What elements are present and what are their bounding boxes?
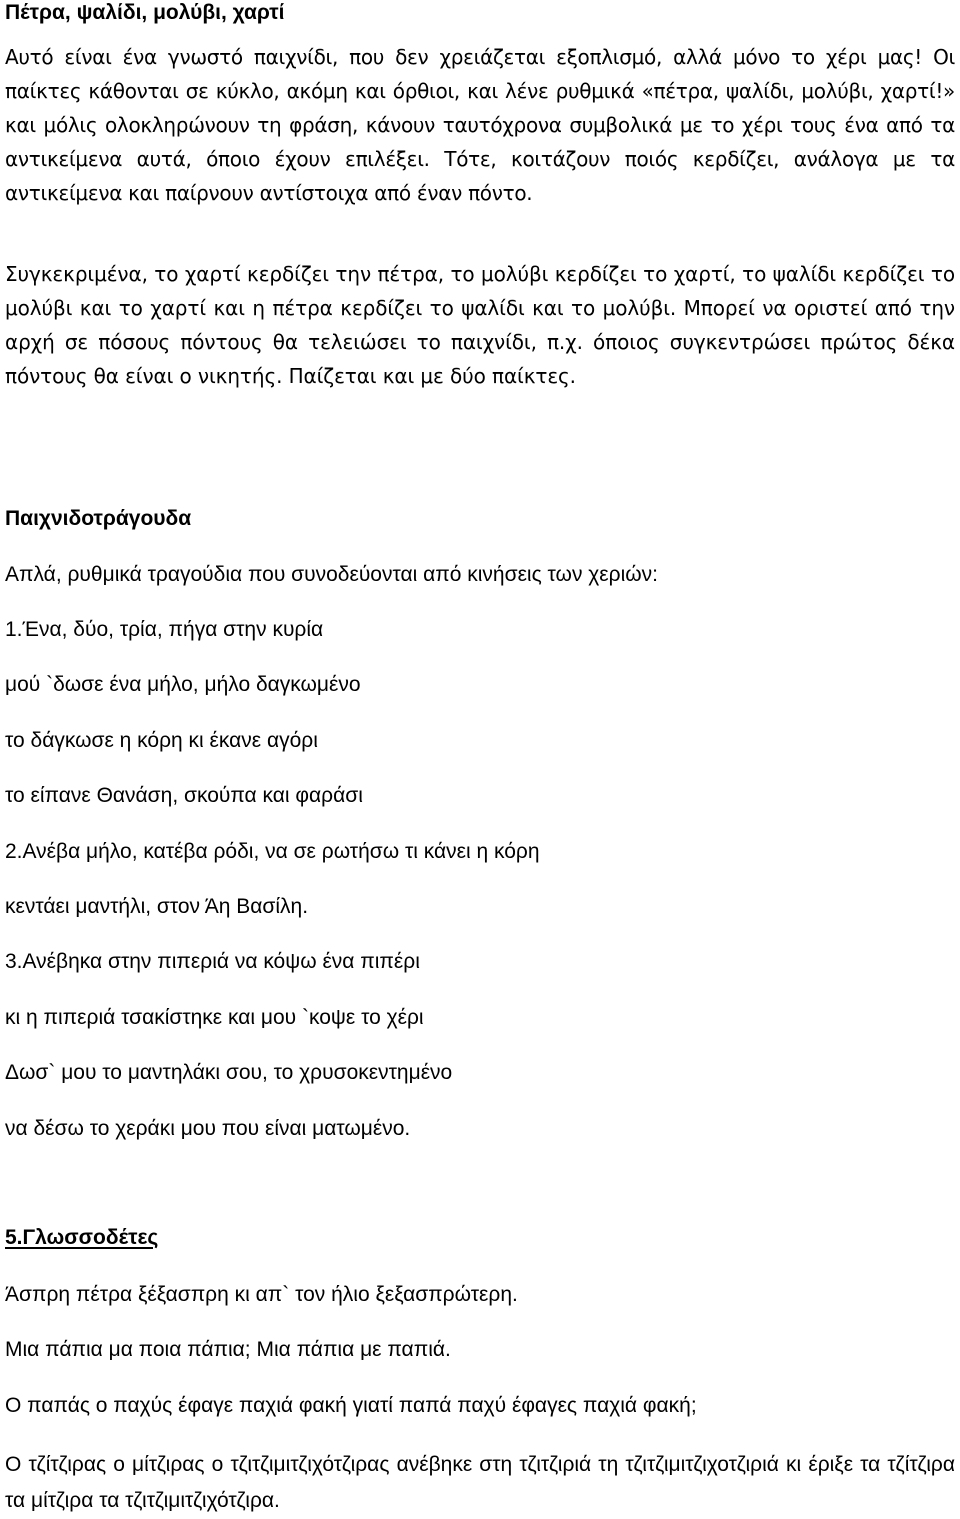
song-line: να δέσω το χεράκι μου που είναι ματωμένο. bbox=[5, 1117, 411, 1140]
song-line: κι η πιπεριά τσακίστηκε και μου `κοψε το χέρι bbox=[5, 1006, 424, 1029]
song-line: Δωσ` μου το μαντηλάκι σου, το χρυσοκεντημένο bbox=[5, 1061, 453, 1084]
section-title-songs: Παιχνιδοτράγουδα bbox=[5, 507, 192, 530]
tongue-twister-line: Άσπρη πέτρα ξέξασπρη κι απ` τον ήλιο ξεξασπρώτερη. bbox=[5, 1283, 518, 1306]
song-line: κεντάει μαντήλι, στον Άη Βασίλη. bbox=[5, 895, 309, 918]
game-rules-paragraph: Συγκεκριμένα, το χαρτί κερδίζει την πέτρα, το μολύβι κερδίζει το χαρτί, το ψαλίδι κερδίζει το μολύβι και το χαρτί και η πέτρα κερδίζει το ψαλίδι και το μολύβι. Μπορεί να οριστεί από την αρχή σε πόσους πόντους θα τελειώσει το παιχνίδι, π.χ. όποιος συγκεντρώσει πρώτος δέκα πόντους θα είναι ο νικητής. Παίζεται και με δύο παίκτες. bbox=[5, 262, 955, 388]
section-title-tongue-twisters: 5.Γλωσσοδέτες bbox=[5, 1226, 159, 1249]
song-line: το είπανε Θανάση, σκούπα και φαράσι bbox=[5, 784, 363, 807]
songs-intro: Απλά, ρυθμικά τραγούδια που συνοδεύονται από κινήσεις των χεριών: bbox=[5, 563, 659, 586]
song-line: το δάγκωσε η κόρη κι έκανε αγόρι bbox=[5, 729, 318, 752]
tongue-twister-line: Μια πάπια μα ποια πάπια; Μια πάπια με παπιά. bbox=[5, 1338, 451, 1361]
song-line: μού `δωσε ένα μήλο, μήλο δαγκωμένο bbox=[5, 673, 361, 696]
game-description-paragraph: Αυτό είναι ένα γνωστό παιχνίδι, που δεν χρειάζεται εξοπλισμό, αλλά μόνο το χέρι μας! Οι παίκτες κάθονται σε κύκλο, ακόμη και όρθιοι, και λένε ρυθμικά «πέτρα, ψαλίδι, μολύβι, χαρτί!» και μόλις ολοκληρώνουν τη φράση, κάνουν ταυτόχρονα συμβολικά με το χέρι τους ένα από τα αντικείμενα αυτά, όποιο έχουν επιλέξει. Τότε, κοιτάζουν ποιός κερδίζει, ανάλογα με τα αντικείμενα και παίρνουν αντίστοιχα από έναν πόντο. bbox=[5, 45, 955, 205]
song-line: 2.Ανέβα μήλο, κατέβα ρόδι, να σε ρωτήσω τι κάνει η κόρη bbox=[5, 840, 540, 863]
section-title-rock-paper-scissors: Πέτρα, ψαλίδι, μολύβι, χαρτί bbox=[5, 1, 285, 24]
song-line: 1.Ένα, δύο, τρία, πήγα στην κυρία bbox=[5, 618, 324, 641]
tongue-twister-line: Ο παπάς ο παχύς έφαγε παχιά φακή γιατί παπά παχύ έφαγες παχιά φακή; bbox=[5, 1394, 697, 1417]
song-line: 3.Ανέβηκα στην πιπεριά να κόψω ένα πιπέρι bbox=[5, 950, 420, 973]
tongue-twister-line: Ο τζίτζιρας ο μίτζιρας ο τζιτζιμιτζιχότζιρας ανέβηκε στη τζιτζιριά τη τζιτζιμιτζιχοτζιριά κι έριξε τα τζίτζιρα τα μίτζιρα τα τζιτζιμιτζιχότζιρα. bbox=[5, 1453, 955, 1512]
